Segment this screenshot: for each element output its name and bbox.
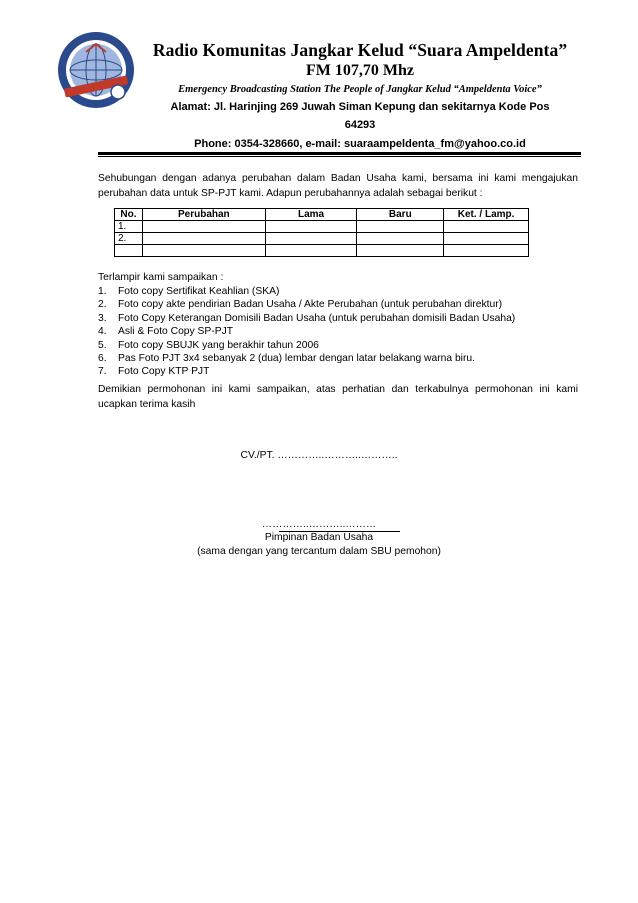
- table-cell: [357, 221, 444, 233]
- table-row: [115, 221, 529, 233]
- station-subtitle: Emergency Broadcasting Station The People of Jangkar Kelud “Ampeldenta Voice”: [178, 84, 542, 95]
- station-frequency: FM 107,70 Mhz: [306, 62, 414, 79]
- table-cell: 2.: [115, 233, 143, 245]
- list-item-number: 3.: [98, 312, 107, 324]
- list-item-text: Foto copy akte pendirian Badan Usaha / Akte Perubahan (untuk perubahan direktur): [118, 299, 503, 311]
- station-address: Alamat: Jl. Harinjing 269 Juwah Siman Kepung dan sekitarnya Kode Pos: [170, 101, 550, 113]
- col-header-baru: Baru: [357, 209, 444, 221]
- company-placeholder: CV./PT. …………..………..………..: [240, 450, 398, 461]
- station-postal-code: 64293: [344, 119, 376, 131]
- list-item-text: Pas Foto PJT 3x4 sebanyak 2 (dua) lembar dengan latar belakang warna biru.: [118, 353, 475, 365]
- attachments-intro: Terlampir kami sampaikan :: [98, 272, 224, 283]
- table-cell: [444, 221, 529, 233]
- table-cell: [357, 245, 444, 257]
- table-row: [115, 233, 529, 245]
- list-item-text: Asli & Foto Copy SP-PJT: [118, 326, 234, 338]
- col-header-no: No.: [115, 209, 143, 221]
- list-item: [98, 285, 515, 298]
- signatory-title: Pimpinan Badan Usaha: [264, 532, 374, 543]
- header-divider-thick: [98, 152, 581, 155]
- list-item-number: 6.: [98, 353, 107, 365]
- table-cell: [265, 245, 357, 257]
- signatory-note: (sama dengan yang tercantum dalam SBU pemohon): [197, 546, 441, 557]
- list-item-number: 5.: [98, 339, 107, 351]
- list-item-text: Foto Copy Keterangan Domisili Badan Usaha (untuk perubahan domisili Badan Usaha): [118, 312, 516, 324]
- table-cell: [265, 233, 357, 245]
- table-cell: [357, 233, 444, 245]
- list-item: [98, 312, 515, 325]
- list-item: [98, 298, 515, 311]
- attachments-list: [98, 285, 515, 379]
- table-row: [115, 245, 529, 257]
- station-contact: Phone: 0354-328660, e-mail: suaraampeldenta_fm@yahoo.co.id: [194, 138, 526, 150]
- list-item: [98, 339, 515, 352]
- signature-dots: …………..………..………: [261, 519, 377, 530]
- closing-paragraph: Demikian permohonan ini kami sampaikan, atas perhatian dan terkabulnya permohonan ini kami ucapkan terima kasih: [98, 384, 578, 410]
- col-header-ket: Ket. / Lamp.: [444, 209, 529, 221]
- table-header-row: [115, 209, 529, 221]
- table-cell: 1.: [115, 221, 143, 233]
- col-header-lama: Lama: [265, 209, 357, 221]
- col-header-perubahan: Perubahan: [142, 209, 265, 221]
- list-item-number: 1.: [98, 286, 107, 297]
- changes-table: [114, 208, 529, 257]
- header-divider-thin: [98, 156, 581, 157]
- list-item-text: Foto copy SBUJK yang berakhir tahun 2006: [118, 339, 319, 351]
- table-cell: [142, 233, 265, 245]
- table-cell: [142, 221, 265, 233]
- radio-logo-icon: [56, 30, 136, 110]
- table-cell: [444, 245, 529, 257]
- table-cell: [444, 233, 529, 245]
- table-cell: [115, 245, 143, 257]
- list-item: [98, 365, 515, 378]
- station-name: Radio Komunitas Jangkar Kelud “Suara Ampeldenta”: [152, 40, 568, 60]
- list-item: [98, 325, 515, 338]
- list-item-number: 7.: [98, 366, 107, 378]
- list-item-text: Foto copy Sertifikat Keahlian (SKA): [118, 286, 280, 297]
- table-cell: [142, 245, 265, 257]
- list-item-number: 2.: [98, 299, 107, 311]
- list-item-number: 4.: [98, 326, 107, 338]
- intro-paragraph: Sehubungan dengan adanya perubahan dalam Badan Usaha kami, bersama ini kami mengajukan perubahan data untuk SP-PJT kami. Adapun perubahannya adalah sebagai berikut :: [98, 173, 578, 199]
- list-item: [98, 352, 515, 365]
- table-cell: [265, 221, 357, 233]
- list-item-text: Foto Copy KTP PJT: [118, 366, 210, 378]
